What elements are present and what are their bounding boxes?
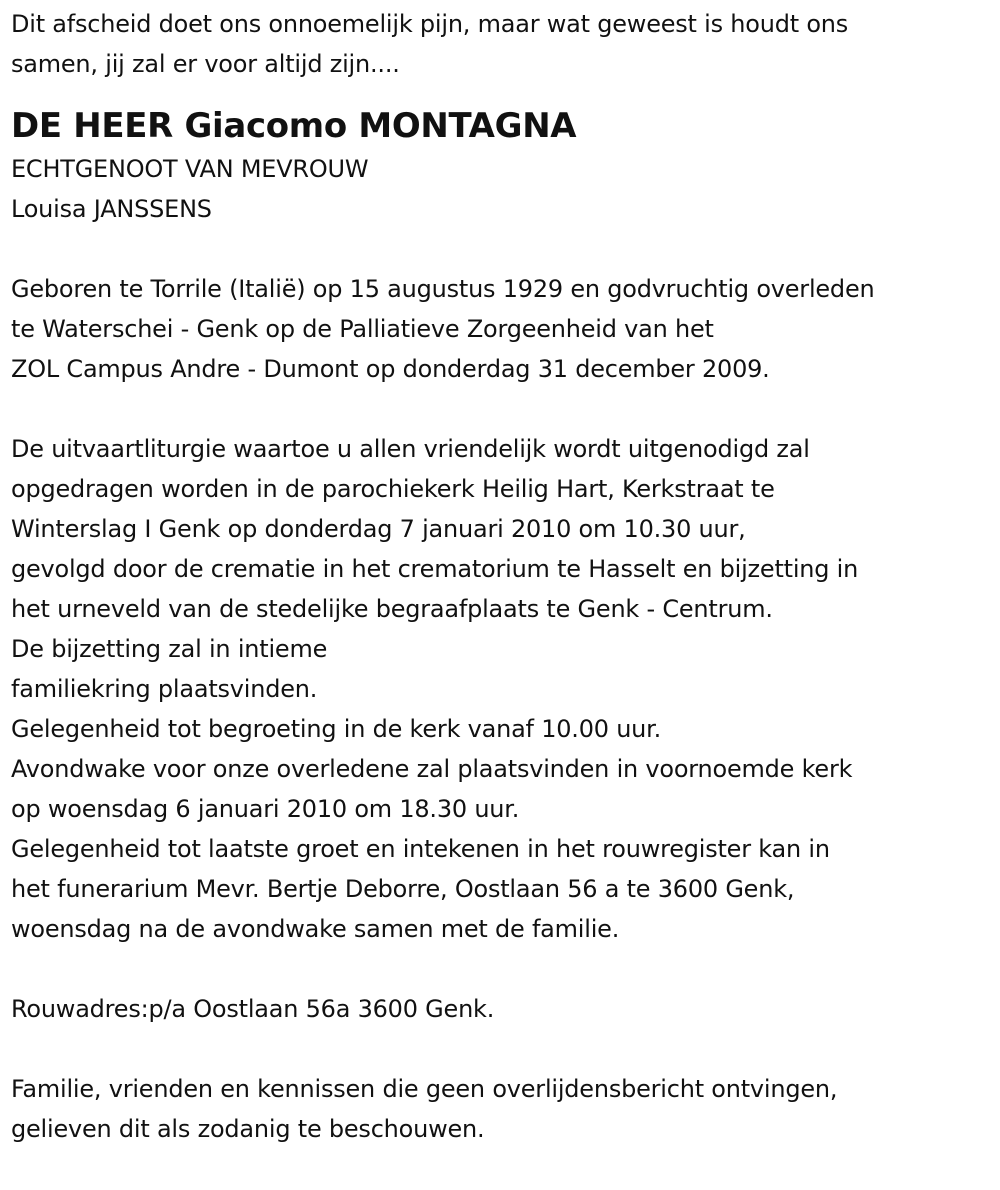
spacer — [11, 389, 991, 429]
paragraph-line: Avondwake voor onze overledene zal plaatsvinden in voornoemde kerk — [11, 755, 853, 783]
paragraph-line: het urneveld van de stedelijke begraafplaats te Genk - Centrum. — [11, 595, 773, 623]
funeral-paragraph — [11, 429, 991, 949]
deceased-name: DE HEER Giacomo MONTAGNA — [11, 106, 577, 146]
paragraph-line: De uitvaartliturgie waartoe u allen vriendelijk wordt uitgenodigd zal — [11, 435, 810, 463]
spouse-block — [11, 149, 991, 229]
spouse-title: ECHTGENOOT VAN MEVROUW — [11, 155, 369, 183]
paragraph-line: te Waterschei - Genk op de Palliatieve Zorgeenheid van het — [11, 315, 714, 343]
spacer — [11, 949, 991, 989]
paragraph-line: opgedragen worden in de parochiekerk Heilig Hart, Kerkstraat te — [11, 475, 775, 503]
birth-death-paragraph — [11, 269, 991, 389]
paragraph-line: Gelegenheid tot laatste groet en intekenen in het rouwregister kan in — [11, 835, 830, 863]
spouse-name: Louisa JANSSENS — [11, 195, 212, 223]
spacer — [11, 1029, 991, 1069]
intro-line: samen, jij zal er voor altijd zijn.... — [11, 50, 400, 78]
paragraph-line: gelieven dit als zodanig te beschouwen. — [11, 1115, 485, 1143]
paragraph-line: Gelegenheid tot begroeting in de kerk vanaf 10.00 uur. — [11, 715, 662, 743]
paragraph-line: Familie, vrienden en kennissen die geen overlijdensbericht ontvingen, — [11, 1075, 838, 1103]
paragraph-line: gevolgd door de crematie in het crematorium te Hasselt en bijzetting in — [11, 555, 859, 583]
spacer — [11, 229, 991, 269]
paragraph-line: ZOL Campus Andre - Dumont op donderdag 31 december 2009. — [11, 355, 770, 383]
mourning-address: Rouwadres:p/a Oostlaan 56a 3600 Genk. — [11, 995, 495, 1023]
closing-paragraph — [11, 1069, 991, 1149]
intro-quote — [11, 4, 991, 84]
paragraph-line: familiekring plaatsvinden. — [11, 675, 318, 703]
paragraph-line: woensdag na de avondwake samen met de familie. — [11, 915, 620, 943]
obituary-notice — [11, 0, 991, 1149]
paragraph-line: De bijzetting zal in intieme — [11, 635, 328, 663]
paragraph-line: op woensdag 6 januari 2010 om 18.30 uur. — [11, 795, 520, 823]
paragraph-line: het funerarium Mevr. Bertje Deborre, Oostlaan 56 a te 3600 Genk, — [11, 875, 795, 903]
intro-line: Dit afscheid doet ons onnoemelijk pijn, maar wat geweest is houdt ons — [11, 10, 849, 38]
paragraph-line: Winterslag I Genk op donderdag 7 januari 2010 om 10.30 uur, — [11, 515, 746, 543]
paragraph-line: Geboren te Torrile (Italië) op 15 augustus 1929 en godvruchtig overleden — [11, 275, 875, 303]
